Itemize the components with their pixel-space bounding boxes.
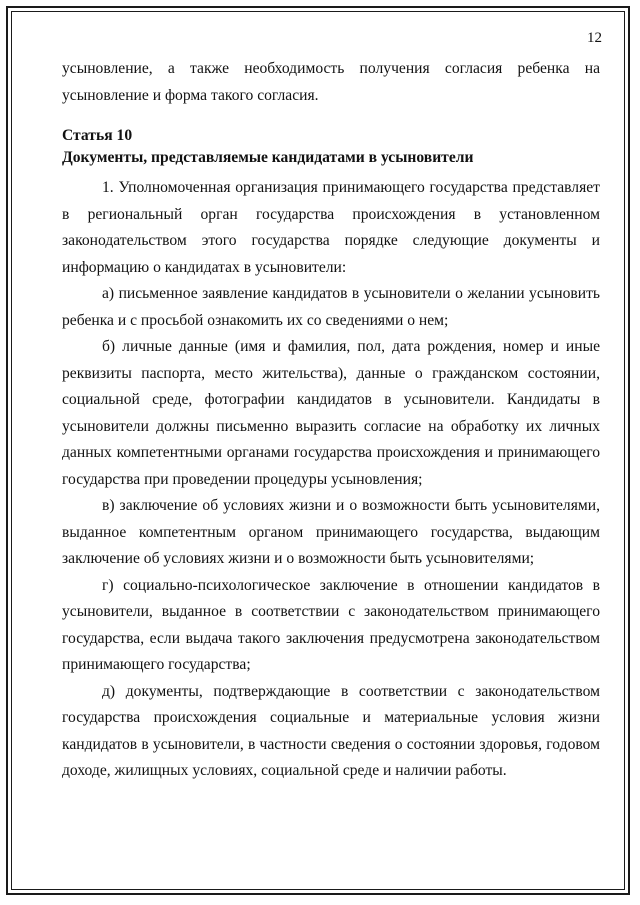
- article-subtitle: Документы, представляемые кандидатами в усыновители: [62, 149, 474, 166]
- paragraph-a: а) письменное заявление кандидатов в усыновители о желании усыновить ребенка и с просьбой ознакомить их со сведениями о нем;: [62, 285, 600, 329]
- page-number: 12: [587, 30, 602, 46]
- continuation-paragraph: усыновление, а также необходимость получения согласия ребенка на усыновление и форма такого согласия.: [62, 60, 600, 104]
- paragraph-b: б) личные данные (имя и фамилия, пол, дата рождения, номер и иные реквизиты паспорта, место жительства), данные о гражданском состоянии, социальной среде, фотографии кандидатов в усыновители. Кандидаты в усыновители должны письменно выразить согласие на обработку их личных данных компетентными органами государства происхождения и принимающего государства при проведении процедуры усыновления;: [62, 338, 600, 488]
- paragraph-d: д) документы, подтверждающие в соответствии с законодательством государства происхождения социальные и материальные условия жизни кандидатов в усыновители, в частности сведения о состоянии здоровья, годовом доходе, жилищных условиях, социальной среде и наличии работы.: [62, 682, 600, 779]
- article-title: Статья 10: [62, 127, 133, 144]
- paragraph-1: 1. Уполномоченная организация принимающего государства представляет в региональный орган государства происхождения в установленном законодательством этого государства порядке следующие документы и информацию о кандидатах в усыновители:: [62, 179, 600, 276]
- paragraph-g: г) социально-психологическое заключение в отношении кандидатов в усыновители, выданное в соответствии с законодательством принимающего государства, если выдача такого заключения предусмотрена законодательством принимающего государства;: [62, 576, 600, 673]
- paragraph-v: в) заключение об условиях жизни и о возможности быть усыновителями, выданное компетентным органом принимающего государства, выдающим заключение об условиях жизни и о возможности быть усыновителями;: [62, 497, 600, 567]
- article-heading: [62, 125, 600, 169]
- document-body: [62, 56, 600, 785]
